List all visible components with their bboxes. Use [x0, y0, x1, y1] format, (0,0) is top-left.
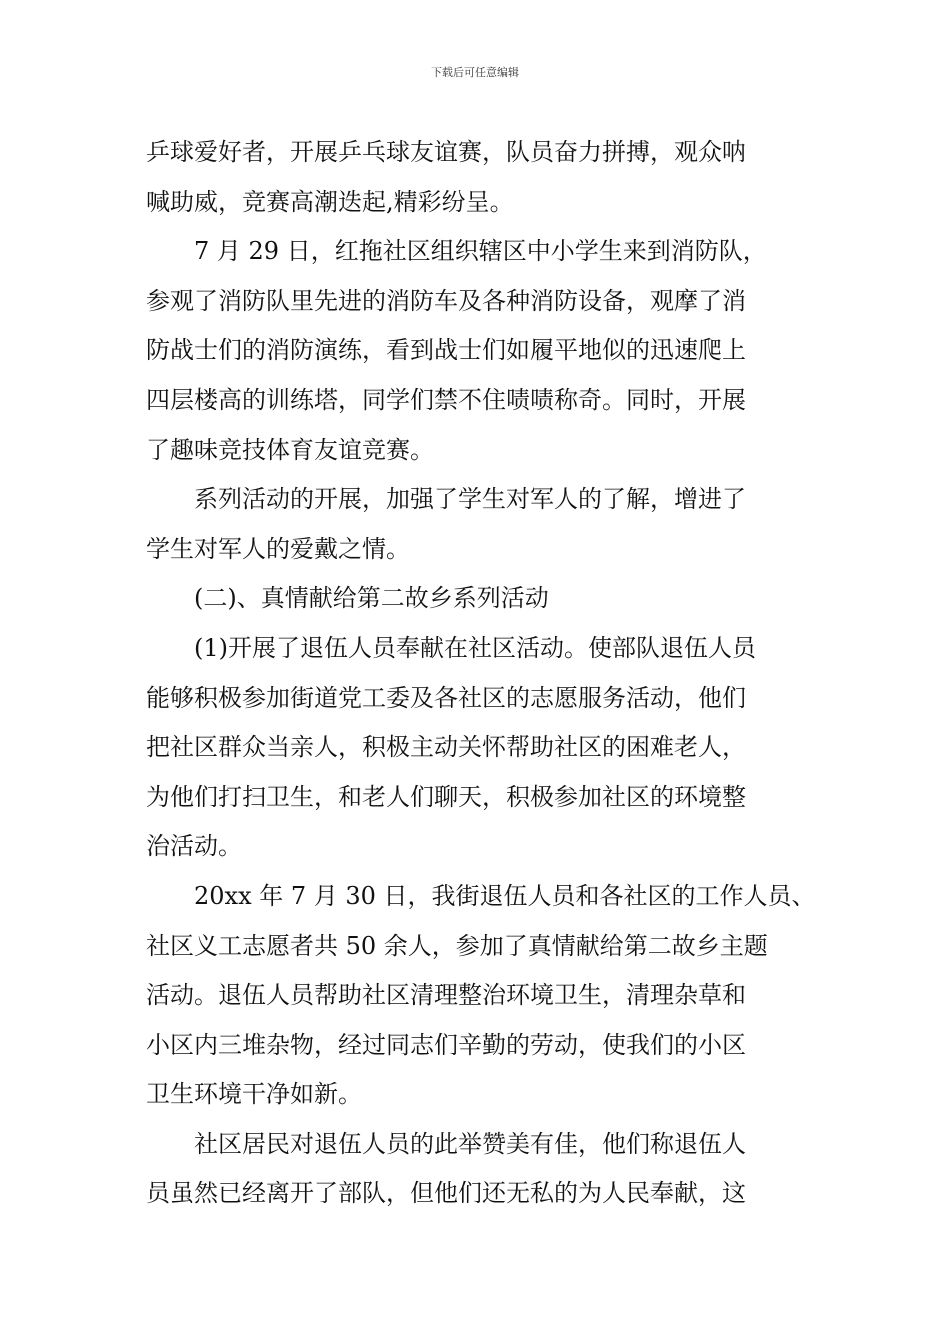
- text-line: 社区居民对退伍人员的此举赞美有佳，他们称退伍人: [194, 1129, 746, 1158]
- text-line: 活动。退伍人员帮助社区清理整治环境卫生，清理杂草和: [146, 981, 746, 1010]
- section-heading: (二)、真情献给第二故乡系列活动: [194, 584, 549, 613]
- text-line: 把社区群众当亲人，积极主动关怀帮助社区的困难老人，: [146, 733, 746, 762]
- text-line: 7 月 29 日，红拖社区组织辖区中小学生来到消防队，: [194, 237, 767, 266]
- text-line: 系列活动的开展，加强了学生对军人的了解，增进了: [194, 485, 746, 514]
- text-line: (1)开展了退伍人员奉献在社区活动。使部队退伍人员: [194, 633, 756, 662]
- text-line: 卫生环境干净如新。: [146, 1080, 362, 1109]
- text-line: 防战士们的消防演练，看到战士们如履平地似的迅速爬上: [146, 336, 746, 365]
- text-line: 社区义工志愿者共 50 余人，参加了真情献给第二故乡主题: [146, 931, 768, 960]
- text-line: 参观了消防队里先进的消防车及各种消防设备，观摩了消: [146, 286, 746, 315]
- text-line: 乒球爱好者，开展乒乓球友谊赛，队员奋力拼搏，观众呐: [146, 138, 746, 166]
- text-line: 学生对军人的爱戴之情。: [146, 534, 410, 563]
- page-header: 下载后可任意编辑: [431, 66, 519, 79]
- text-line: 治活动。: [146, 832, 242, 861]
- text-line: 员虽然已经离开了部队，但他们还无私的为人民奉献，这: [146, 1179, 746, 1208]
- text-line: 四层楼高的训练塔，同学们禁不住啧啧称奇。同时，开展: [146, 385, 746, 414]
- document-body: [146, 128, 816, 1219]
- text-line: 了趣味竞技体育友谊竞赛。: [146, 435, 434, 464]
- text-line: 喊助威，竞赛高潮迭起,精彩纷呈。: [146, 187, 514, 216]
- text-line: 20xx 年 7 月 30 日，我街退伍人员和各社区的工作人员、: [194, 881, 816, 910]
- text-line: 小区内三堆杂物，经过同志们辛勤的劳动，使我们的小区: [146, 1030, 746, 1059]
- text-line: 为他们打扫卫生，和老人们聊天，积极参加社区的环境整: [146, 782, 746, 811]
- text-line: 能够积极参加街道党工委及各社区的志愿服务活动，他们: [146, 683, 746, 712]
